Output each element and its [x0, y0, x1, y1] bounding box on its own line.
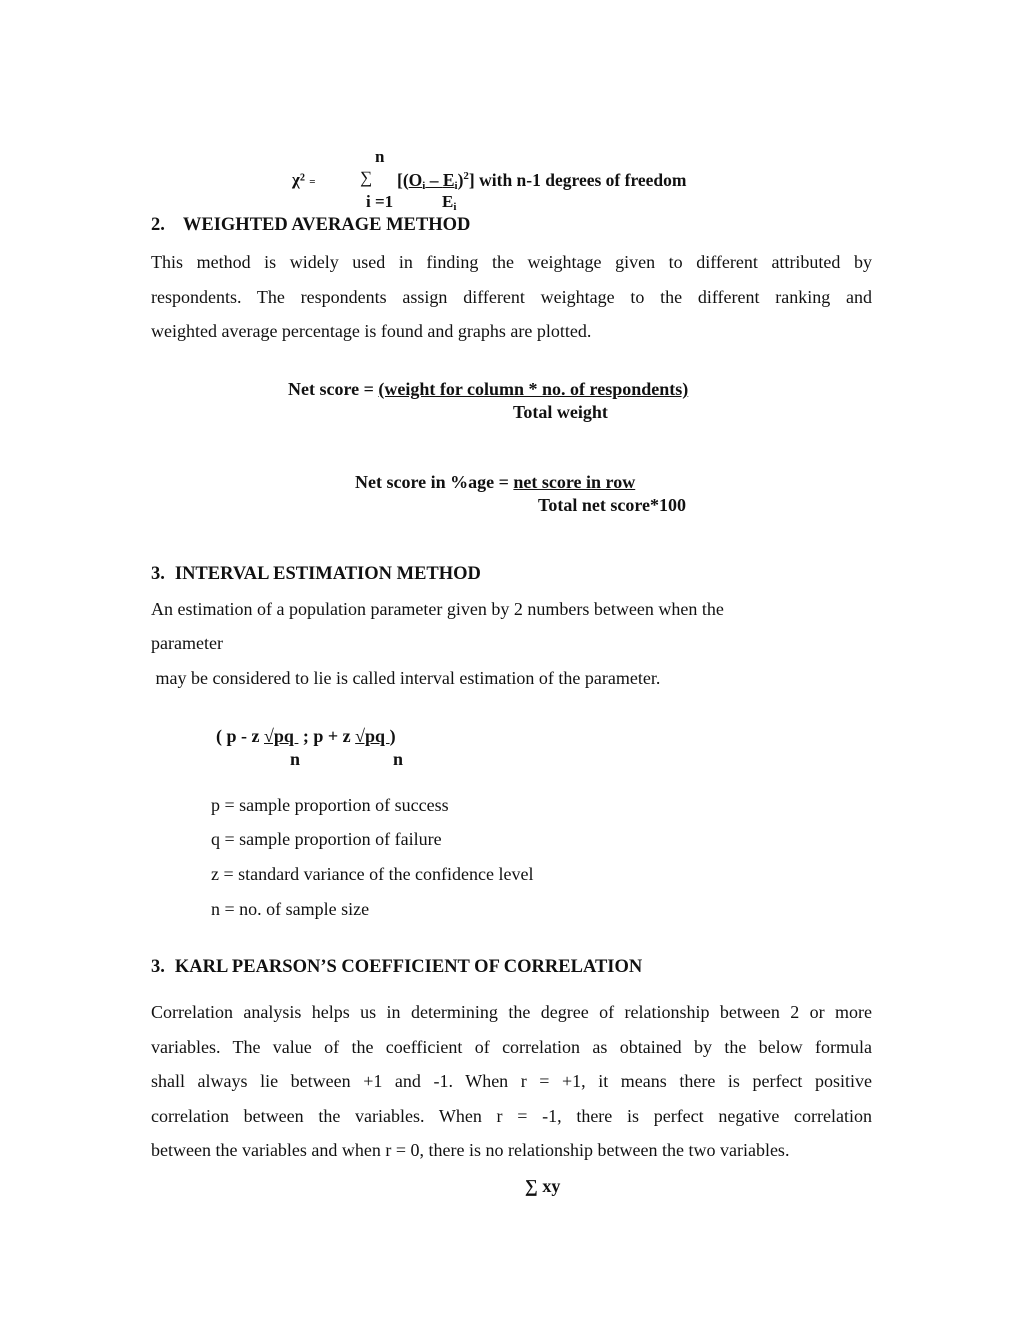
section-2-line-3: weighted average percentage is found and graphs are plotted.: [151, 321, 592, 342]
net-score-percent-line: Net score in %age = net score in row: [355, 472, 636, 492]
chi-expression: $[(O_i - E_i)^2]$ with n-1 degrees of freedom: [397, 170, 687, 192]
section-3b-line-4: correlation between the variables. When r = -1, there is perfect negative correlation: [151, 1105, 872, 1126]
section-3b-title: KARL PEARSON’S COEFFICIENT OF CORRELATION: [174, 957, 643, 977]
section-3b-line-5: between the variables and when r = 0, there is no relationship between the two variables.: [151, 1140, 790, 1161]
interval-formula-line: ( p - z √pq ; p + z √pq ): [216, 726, 396, 746]
chi-sigma: ∑: [360, 168, 373, 187]
chi-symbol: χ²: [292, 170, 305, 189]
section-3a-heading: [151, 564, 481, 585]
definition-p: p = sample proportion of success: [211, 795, 449, 815]
net-score-percent-numerator: net score in row: [513, 472, 636, 492]
interval-root-1: √pq: [264, 726, 299, 746]
section-2-title: WEIGHTED AVERAGE METHOD: [182, 215, 471, 235]
section-2-number: 2.: [151, 215, 165, 235]
net-score-numerator: (weight for column * no. of respondents): [378, 379, 689, 399]
section-3b-paragraph: [151, 995, 872, 1168]
net-score-denominator: Total weight: [513, 402, 608, 422]
chi-denominator: $E_i$: [442, 192, 457, 213]
section-2-line-1: This method is widely used in finding the weightage given to different attributed by: [151, 252, 872, 272]
chi-sum-lower-limit: i =1: [366, 192, 394, 211]
section-3b-line-3: shall always lie between +1 and -1. When r = +1, it means there is perfect positive: [151, 1071, 872, 1092]
definition-n: n = no. of sample size: [211, 899, 370, 919]
section-3b-number: 3.: [151, 957, 165, 977]
net-score-percent-denominator: Total net score*100: [538, 495, 686, 515]
chi-square-symbol: [292, 170, 315, 190]
net-score-line: Net score = (weight for column * no. of respondents): [288, 379, 689, 399]
chi-sum-upper-limit: n: [375, 147, 385, 166]
section-3a-title: INTERVAL ESTIMATION METHOD: [174, 564, 481, 584]
section-3b-line-1: Correlation analysis helps us in determining the degree of relationship between 2 or more: [151, 1002, 872, 1022]
section-3b-line-2: variables. The value of the coefficient of correlation as obtained by the below formula: [151, 1036, 872, 1057]
section-3a-line-1: An estimation of a population parameter given by 2 numbers between when the: [151, 599, 724, 619]
interval-root-2: √pq: [355, 726, 390, 746]
interval-denominator-1: n: [290, 749, 301, 769]
chi-equals: =: [309, 176, 316, 188]
section-2-heading: [151, 215, 470, 236]
section-3a-line-3: may be considered to lie is called interval estimation of the parameter.: [151, 668, 661, 688]
section-3a-number: 3.: [151, 564, 165, 584]
section-3b-heading: [151, 957, 642, 978]
section-2-line-2: respondents. The respondents assign different weightage to the different ranking and: [151, 286, 872, 307]
section-2-paragraph: [151, 245, 872, 349]
definition-z: z = standard variance of the confidence level: [211, 864, 534, 884]
interval-denominator-2: n: [393, 749, 404, 769]
correlation-formula-partial: ∑ xy: [525, 1176, 561, 1196]
section-3a-line-2: parameter: [151, 633, 223, 653]
definition-q: q = sample proportion of failure: [211, 829, 442, 849]
